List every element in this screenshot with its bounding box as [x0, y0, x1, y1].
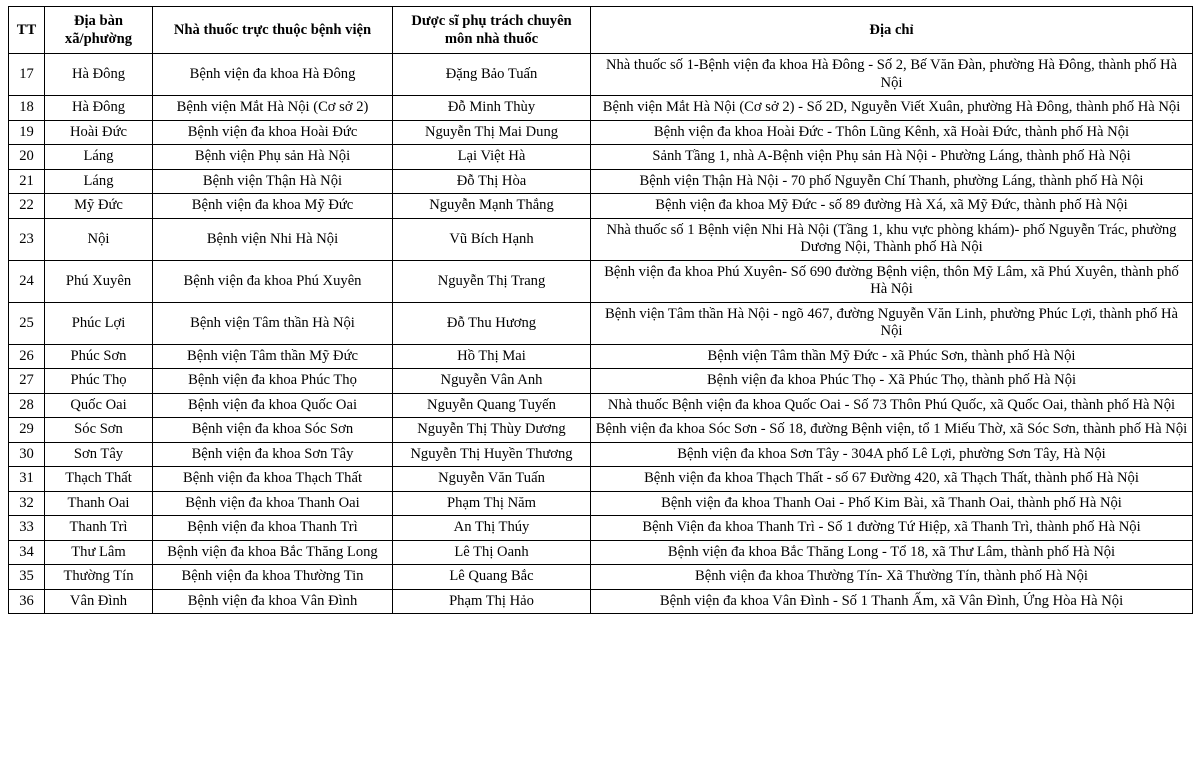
table-row — [9, 589, 1193, 614]
row-address: Bệnh viện đa khoa Phú Xuyên- Số 690 đường Bệnh viện, thôn Mỹ Lâm, xã Phú Xuyên, thành phố Hà Nội — [591, 260, 1193, 302]
row-index: 27 — [9, 369, 45, 394]
hospital-pharmacy-table — [8, 6, 1193, 614]
row-pharmacist: Lại Việt Hà — [393, 145, 591, 170]
row-address: Bệnh viện đa khoa Vân Đình - Số 1 Thanh Ấm, xã Vân Đình, Ứng Hòa Hà Nội — [591, 589, 1193, 614]
row-index: 21 — [9, 169, 45, 194]
row-area: Phúc Thọ — [45, 369, 153, 394]
row-pharmacist: Nguyễn Thị Trang — [393, 260, 591, 302]
row-area: Quốc Oai — [45, 393, 153, 418]
row-index: 35 — [9, 565, 45, 590]
row-area: Thư Lâm — [45, 540, 153, 565]
row-area: Sóc Sơn — [45, 418, 153, 443]
row-address: Nhà thuốc số 1 Bệnh viện Nhi Hà Nội (Tầng 1, khu vực phòng khám)- phố Nguyễn Trác, phường Dương Nội, Thành phố Hà Nội — [591, 218, 1193, 260]
row-pharmacist: Nguyễn Thị Mai Dung — [393, 120, 591, 145]
row-address: Bệnh viện đa khoa Phúc Thọ - Xã Phúc Thọ, thành phố Hà Nội — [591, 369, 1193, 394]
row-index: 30 — [9, 442, 45, 467]
row-pharmacy-name: Bệnh viện đa khoa Quốc Oai — [153, 393, 393, 418]
row-address: Nhà thuốc Bệnh viện đa khoa Quốc Oai - Số 73 Thôn Phú Quốc, xã Quốc Oai, thành phố Hà Nội — [591, 393, 1193, 418]
row-area: Sơn Tây — [45, 442, 153, 467]
row-pharmacist: Đỗ Thị Hòa — [393, 169, 591, 194]
row-area: Láng — [45, 145, 153, 170]
row-index: 25 — [9, 302, 45, 344]
table-row — [9, 54, 1193, 96]
row-address: Bệnh viện Mắt Hà Nội (Cơ sở 2) - Số 2D, Nguyễn Viết Xuân, phường Hà Đông, thành phố Hà Nội — [591, 96, 1193, 121]
row-index: 28 — [9, 393, 45, 418]
row-pharmacist: Vũ Bích Hạnh — [393, 218, 591, 260]
row-address: Bệnh Viện đa khoa Thanh Trì - Số 1 đường Tứ Hiệp, xã Thanh Trì, thành phố Hà Nội — [591, 516, 1193, 541]
row-pharmacist: Đỗ Minh Thùy — [393, 96, 591, 121]
table-row — [9, 120, 1193, 145]
column-header-address: Địa chỉ — [591, 7, 1193, 54]
row-index: 19 — [9, 120, 45, 145]
row-pharmacy-name: Bệnh viện đa khoa Thanh Trì — [153, 516, 393, 541]
row-index: 26 — [9, 344, 45, 369]
row-address: Bệnh viện Tâm thần Hà Nội - ngõ 467, đường Nguyễn Văn Linh, phường Phúc Lợi, thành phố Hà Nội — [591, 302, 1193, 344]
table-row — [9, 169, 1193, 194]
row-pharmacist: Phạm Thị Năm — [393, 491, 591, 516]
row-area: Thanh Oai — [45, 491, 153, 516]
table-row — [9, 393, 1193, 418]
row-index: 33 — [9, 516, 45, 541]
row-index: 24 — [9, 260, 45, 302]
row-area: Vân Đình — [45, 589, 153, 614]
row-address: Bệnh viện Thận Hà Nội - 70 phố Nguyễn Chí Thanh, phường Láng, thành phố Hà Nội — [591, 169, 1193, 194]
table-row — [9, 218, 1193, 260]
row-pharmacy-name: Bệnh viện đa khoa Sóc Sơn — [153, 418, 393, 443]
row-pharmacist: Lê Thị Oanh — [393, 540, 591, 565]
row-address: Bệnh viện đa khoa Sóc Sơn - Số 18, đường Bệnh viện, tổ 1 Miếu Thờ, xã Sóc Sơn, thành phố Hà Nội — [591, 418, 1193, 443]
row-address: Sảnh Tầng 1, nhà A-Bệnh viện Phụ sản Hà Nội - Phường Láng, thành phố Hà Nội — [591, 145, 1193, 170]
row-pharmacy-name: Bệnh viện đa khoa Hà Đông — [153, 54, 393, 96]
row-pharmacy-name: Bệnh viện Mắt Hà Nội (Cơ sở 2) — [153, 96, 393, 121]
row-pharmacy-name: Bệnh viện đa khoa Hoài Đức — [153, 120, 393, 145]
row-address: Bệnh viện đa khoa Bắc Thăng Long - Tổ 18, xã Thư Lâm, thành phố Hà Nội — [591, 540, 1193, 565]
row-pharmacist: Đỗ Thu Hương — [393, 302, 591, 344]
row-pharmacy-name: Bệnh viện đa khoa Phú Xuyên — [153, 260, 393, 302]
row-pharmacist: Nguyễn Thị Thùy Dương — [393, 418, 591, 443]
table-row — [9, 491, 1193, 516]
table-row — [9, 540, 1193, 565]
table-row — [9, 260, 1193, 302]
row-address: Bệnh viện đa khoa Thường Tín- Xã Thường Tín, thành phố Hà Nội — [591, 565, 1193, 590]
row-area: Phú Xuyên — [45, 260, 153, 302]
table-row — [9, 442, 1193, 467]
row-pharmacist: Nguyễn Vân Anh — [393, 369, 591, 394]
row-area: Thường Tín — [45, 565, 153, 590]
row-pharmacy-name: Bệnh viện đa khoa Phúc Thọ — [153, 369, 393, 394]
row-area: Nội — [45, 218, 153, 260]
table-row — [9, 516, 1193, 541]
row-pharmacy-name: Bệnh viện Thận Hà Nội — [153, 169, 393, 194]
row-pharmacist: Nguyễn Văn Tuấn — [393, 467, 591, 492]
row-area: Láng — [45, 169, 153, 194]
row-pharmacist: An Thị Thúy — [393, 516, 591, 541]
row-address: Bệnh viện đa khoa Thạch Thất - số 67 Đường 420, xã Thạch Thất, thành phố Hà Nội — [591, 467, 1193, 492]
row-pharmacist: Hồ Thị Mai — [393, 344, 591, 369]
row-index: 18 — [9, 96, 45, 121]
row-address: Nhà thuốc số 1-Bệnh viện đa khoa Hà Đông - Số 2, Bế Văn Đàn, phường Hà Đông, thành phố Hà Nội — [591, 54, 1193, 96]
row-pharmacy-name: Bệnh viện Nhi Hà Nội — [153, 218, 393, 260]
row-area: Thanh Trì — [45, 516, 153, 541]
table-body — [9, 54, 1193, 614]
row-pharmacy-name: Bệnh viện đa khoa Mỹ Đức — [153, 194, 393, 219]
row-pharmacy-name: Bệnh viện đa khoa Thanh Oai — [153, 491, 393, 516]
row-pharmacist: Nguyễn Thị Huyền Thương — [393, 442, 591, 467]
row-pharmacy-name: Bệnh viện đa khoa Bắc Thăng Long — [153, 540, 393, 565]
table-row — [9, 467, 1193, 492]
row-index: 32 — [9, 491, 45, 516]
row-pharmacy-name: Bệnh viện Tâm thần Mỹ Đức — [153, 344, 393, 369]
row-area: Mỹ Đức — [45, 194, 153, 219]
row-index: 17 — [9, 54, 45, 96]
row-pharmacy-name: Bệnh viện đa khoa Vân Đình — [153, 589, 393, 614]
column-header-tt: TT — [9, 7, 45, 54]
row-pharmacist: Nguyễn Mạnh Thắng — [393, 194, 591, 219]
row-pharmacy-name: Bệnh viện đa khoa Thạch Thất — [153, 467, 393, 492]
row-address: Bệnh viện đa khoa Hoài Đức - Thôn Lũng Kênh, xã Hoài Đức, thành phố Hà Nội — [591, 120, 1193, 145]
row-area: Thạch Thất — [45, 467, 153, 492]
row-area: Hoài Đức — [45, 120, 153, 145]
table-row — [9, 145, 1193, 170]
table-row — [9, 96, 1193, 121]
table-row — [9, 344, 1193, 369]
row-pharmacist: Lê Quang Bắc — [393, 565, 591, 590]
row-index: 34 — [9, 540, 45, 565]
row-pharmacist: Nguyễn Quang Tuyến — [393, 393, 591, 418]
row-pharmacy-name: Bệnh viện Phụ sản Hà Nội — [153, 145, 393, 170]
row-pharmacy-name: Bệnh viện đa khoa Thường Tin — [153, 565, 393, 590]
row-index: 31 — [9, 467, 45, 492]
row-index: 20 — [9, 145, 45, 170]
table-row — [9, 194, 1193, 219]
row-area: Phúc Lợi — [45, 302, 153, 344]
table-header-row — [9, 7, 1193, 54]
row-pharmacy-name: Bệnh viện đa khoa Sơn Tây — [153, 442, 393, 467]
row-index: 36 — [9, 589, 45, 614]
row-pharmacist: Đặng Bảo Tuấn — [393, 54, 591, 96]
table-row — [9, 369, 1193, 394]
row-address: Bệnh viện đa khoa Mỹ Đức - số 89 đường Hà Xá, xã Mỹ Đức, thành phố Hà Nội — [591, 194, 1193, 219]
row-area: Phúc Sơn — [45, 344, 153, 369]
row-area: Hà Đông — [45, 96, 153, 121]
table-row — [9, 418, 1193, 443]
row-pharmacist: Phạm Thị Hảo — [393, 589, 591, 614]
row-area: Hà Đông — [45, 54, 153, 96]
table-row — [9, 565, 1193, 590]
row-index: 29 — [9, 418, 45, 443]
row-pharmacy-name: Bệnh viện Tâm thần Hà Nội — [153, 302, 393, 344]
column-header-pharmacy-name: Nhà thuốc trực thuộc bệnh viện — [153, 7, 393, 54]
row-index: 23 — [9, 218, 45, 260]
row-address: Bệnh viện đa khoa Sơn Tây - 304A phố Lê Lợi, phường Sơn Tây, Hà Nội — [591, 442, 1193, 467]
row-address: Bệnh viện Tâm thần Mỹ Đức - xã Phúc Sơn, thành phố Hà Nội — [591, 344, 1193, 369]
row-index: 22 — [9, 194, 45, 219]
column-header-area: Địa bàn xã/phường — [45, 7, 153, 54]
row-address: Bệnh viện đa khoa Thanh Oai - Phố Kim Bài, xã Thanh Oai, thành phố Hà Nội — [591, 491, 1193, 516]
table-header — [9, 7, 1193, 54]
column-header-pharmacist: Dược sĩ phụ trách chuyên môn nhà thuốc — [393, 7, 591, 54]
table-row — [9, 302, 1193, 344]
